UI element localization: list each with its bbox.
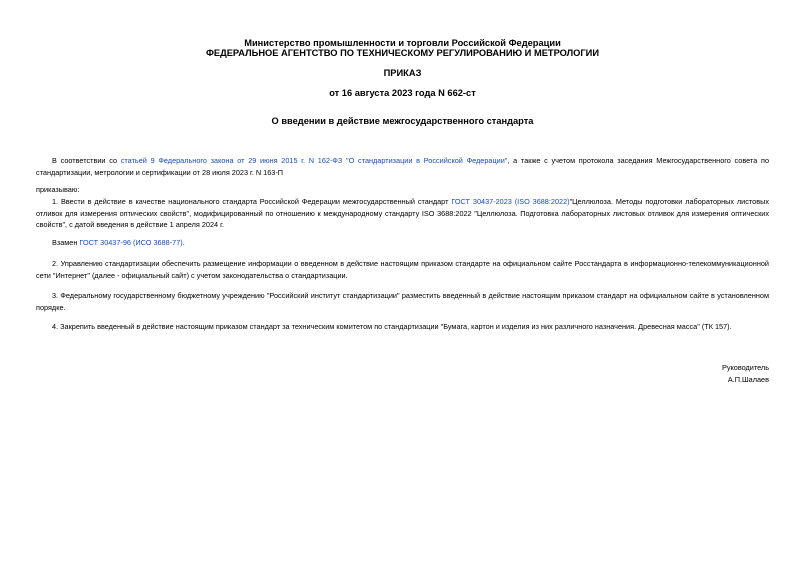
item-1-lead: 1. Ввести в действие в качестве национального стандарта Российской Федерации межгосударственный стандарт <box>52 197 452 206</box>
subject-heading: О введении в действие межгосударственного стандарта <box>271 116 534 126</box>
preamble-rest: , а также с учетом протокола заседания Межгосударственного совета по стандартизации, метрологии и сертификации от 28 июля 2023 г. N 163-П <box>36 156 770 177</box>
federal-law-link[interactable]: статьей 9 Федерального закона от 29 июня 2015 г. N 162-ФЗ "О стандартизации в Российской Федерации" <box>120 156 508 165</box>
preamble-lead: В соответствии со <box>52 156 121 165</box>
date-number-heading: от 16 августа 2023 года N 662-ст <box>329 88 476 98</box>
signature-title: Руководитель <box>721 363 769 372</box>
replacement-paragraph <box>36 237 769 249</box>
item-1-paragraph <box>36 196 769 231</box>
order-word: приказываю: <box>36 185 80 194</box>
item-2-paragraph: 2. Управлению стандартизации обеспечить размещение информации о введенном в действие настоящим приказом стандарте на официальном сайте Росстандарта в информационно-телекоммуникационной сети "Интернет" (далее - официальный сайт) с учетом законодательства о стандартизации. <box>36 259 769 280</box>
gost-30437-2023-link[interactable]: ГОСТ 30437-2023 (ISO 3688:2022) <box>451 197 570 206</box>
replacement-lead: Взамен <box>52 238 80 247</box>
document-page <box>36 0 769 571</box>
ministry-heading: Министерство промышленности и торговли Российской Федерации <box>244 38 561 48</box>
replacement-tail: . <box>182 238 185 247</box>
item-4-paragraph: 4. Закрепить введенный в действие настоящим приказом стандарт за техническим комитетом по стандартизации "Бумага, картон и изделия из них различного назначения. Древесная масса" (ТК 157). <box>52 322 732 331</box>
gost-30437-96-link[interactable]: ГОСТ 30437-96 (ИСО 3688-77) <box>79 238 183 247</box>
signature-name: А.П.Шалаев <box>727 375 769 384</box>
item-1-rest: "Целлюлоза. Методы подготовки лабораторных листовых отливок для измерения оптических свойств", модифицированный по отношению к международному стандарту ISO 3688:2022 "Целлюлоза. Подготовка лабораторных листовых отливок для измерения оптических свойств", с датой введения в действие 1 апреля 2024 г. <box>36 197 769 229</box>
preamble-paragraph <box>36 155 769 178</box>
item-3-paragraph: 3. Федеральному государственному бюджетному учреждению "Российский институт стандартизации" разместить введенный в действие настоящим приказом стандарт на официальном сайте в установленном порядке. <box>36 291 769 312</box>
document-type-heading: ПРИКАЗ <box>383 68 422 78</box>
agency-heading: ФЕДЕРАЛЬНОЕ АГЕНТСТВО ПО ТЕХНИЧЕСКОМУ РЕГУЛИРОВАНИЮ И МЕТРОЛОГИИ <box>205 48 600 58</box>
